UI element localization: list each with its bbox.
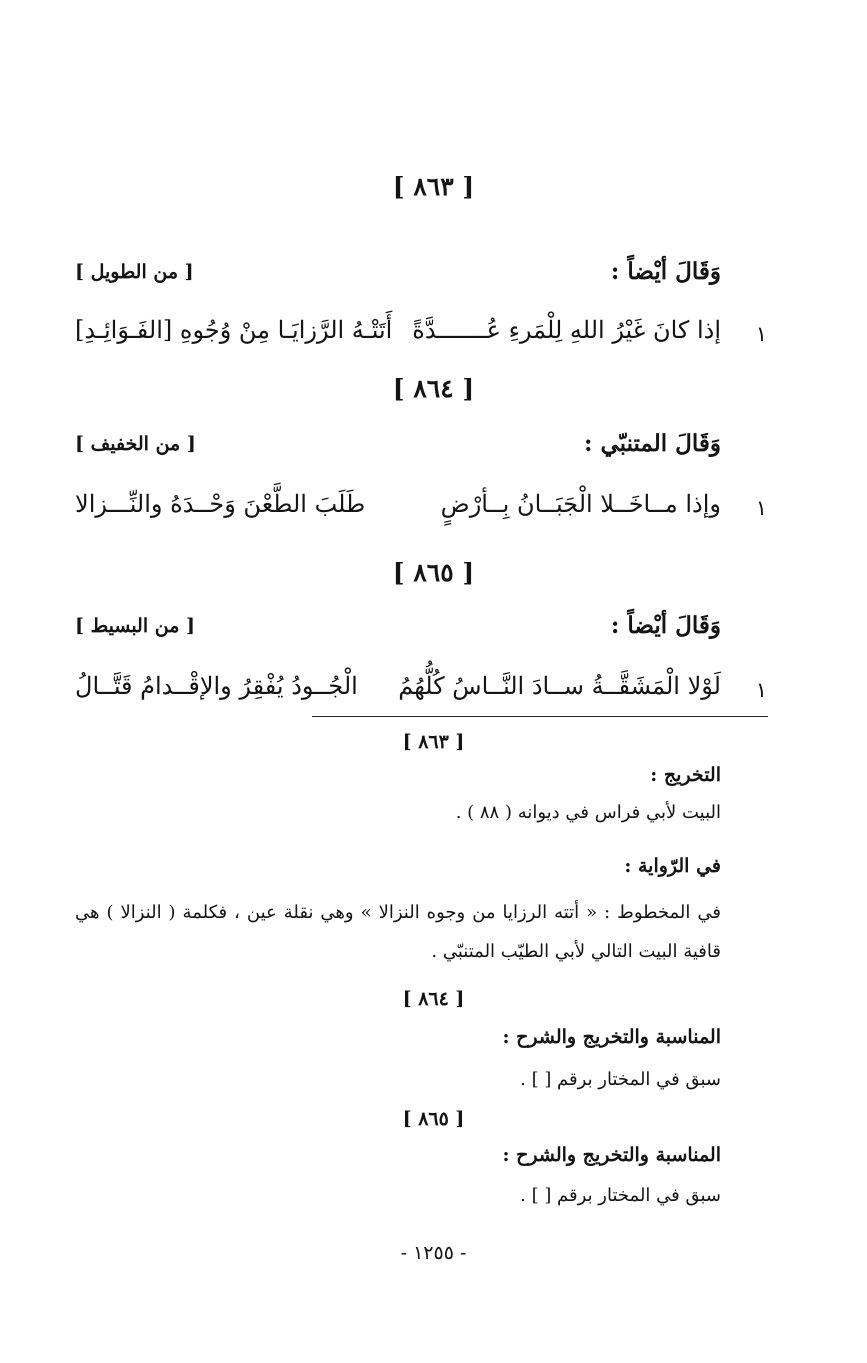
verse-hemistich-second: طَلَبَ الطَّعْنَ وَحْــدَهُ والنِّـــزالا [75, 490, 366, 518]
entry-number: [ ٨٦٣ ] [392, 172, 475, 201]
verse-hemistich-second: الْجُــودُ يُفْقِرُ والإقْــدامُ قَتَّــالُ [75, 672, 358, 700]
entry-meter: [ من الطويل ] [75, 261, 194, 283]
verse-number: ١ [755, 322, 767, 346]
note-number: [ ٨٦٤ ] [402, 988, 465, 1010]
verse-hemistich-first: إذا كانَ غَيْرُ اللهِ لِلْمَرءِ عُـــــــدَّةً [412, 316, 721, 344]
note-heading: المناسبة والتخريج والشرح : [502, 1144, 721, 1166]
note-number: [ ٨٦٥ ] [402, 1108, 465, 1130]
note-heading: التخريج : [650, 764, 721, 786]
entry-meter: [ من البسيط ] [75, 615, 195, 637]
entry-intro: وَقَالَ أيْضاً : [610, 258, 721, 285]
verse-hemistich-first: وإذا مــاخَــلا الْجَبَــانُ بِــأرْضٍ [440, 490, 721, 518]
verse-hemistich-second: أَتَتْـهُ الرَّزايَـا مِنْ وُجُوهِ [الفَـوَائِـدِ] [75, 316, 393, 344]
entry-number: [ ٨٦٥ ] [392, 558, 475, 587]
note-text: في المخطوط : « أتته الرزايا من وجوه النزالا » وهي نقلة عين ، فكلمة ( النزالا ) هي [75, 902, 721, 923]
verse-number: ١ [755, 496, 767, 520]
entry-number: [ ٨٦٤ ] [392, 374, 475, 403]
footnote-separator [312, 716, 768, 717]
note-heading: المناسبة والتخريج والشرح : [502, 1026, 721, 1048]
note-text: البيت لأبي فراس في ديوانه ( ٨٨ ) . [455, 802, 721, 823]
note-text: سبق في المختار برقم [ ] . [520, 1069, 721, 1090]
entry-meter: [ من الخفيف ] [75, 433, 196, 455]
page-number: - ١٢٥٥ - [400, 1242, 467, 1264]
verse-number: ١ [755, 678, 767, 702]
note-number: [ ٨٦٣ ] [402, 731, 465, 753]
note-text: قافية البيت التالي لأبي الطيّب المتنبّي . [431, 941, 721, 962]
note-text: سبق في المختار برقم [ ] . [520, 1185, 721, 1206]
verse-hemistich-first: لَوْلا الْمَشَقَّــةُ ســادَ النَّــاسُ كُلُّهُمُ [398, 672, 721, 700]
entry-intro: وَقَالَ أيْضاً : [610, 612, 721, 639]
note-heading: في الرّواية : [624, 855, 721, 877]
entry-intro: وَقَالَ المتنبّي : [583, 430, 721, 457]
